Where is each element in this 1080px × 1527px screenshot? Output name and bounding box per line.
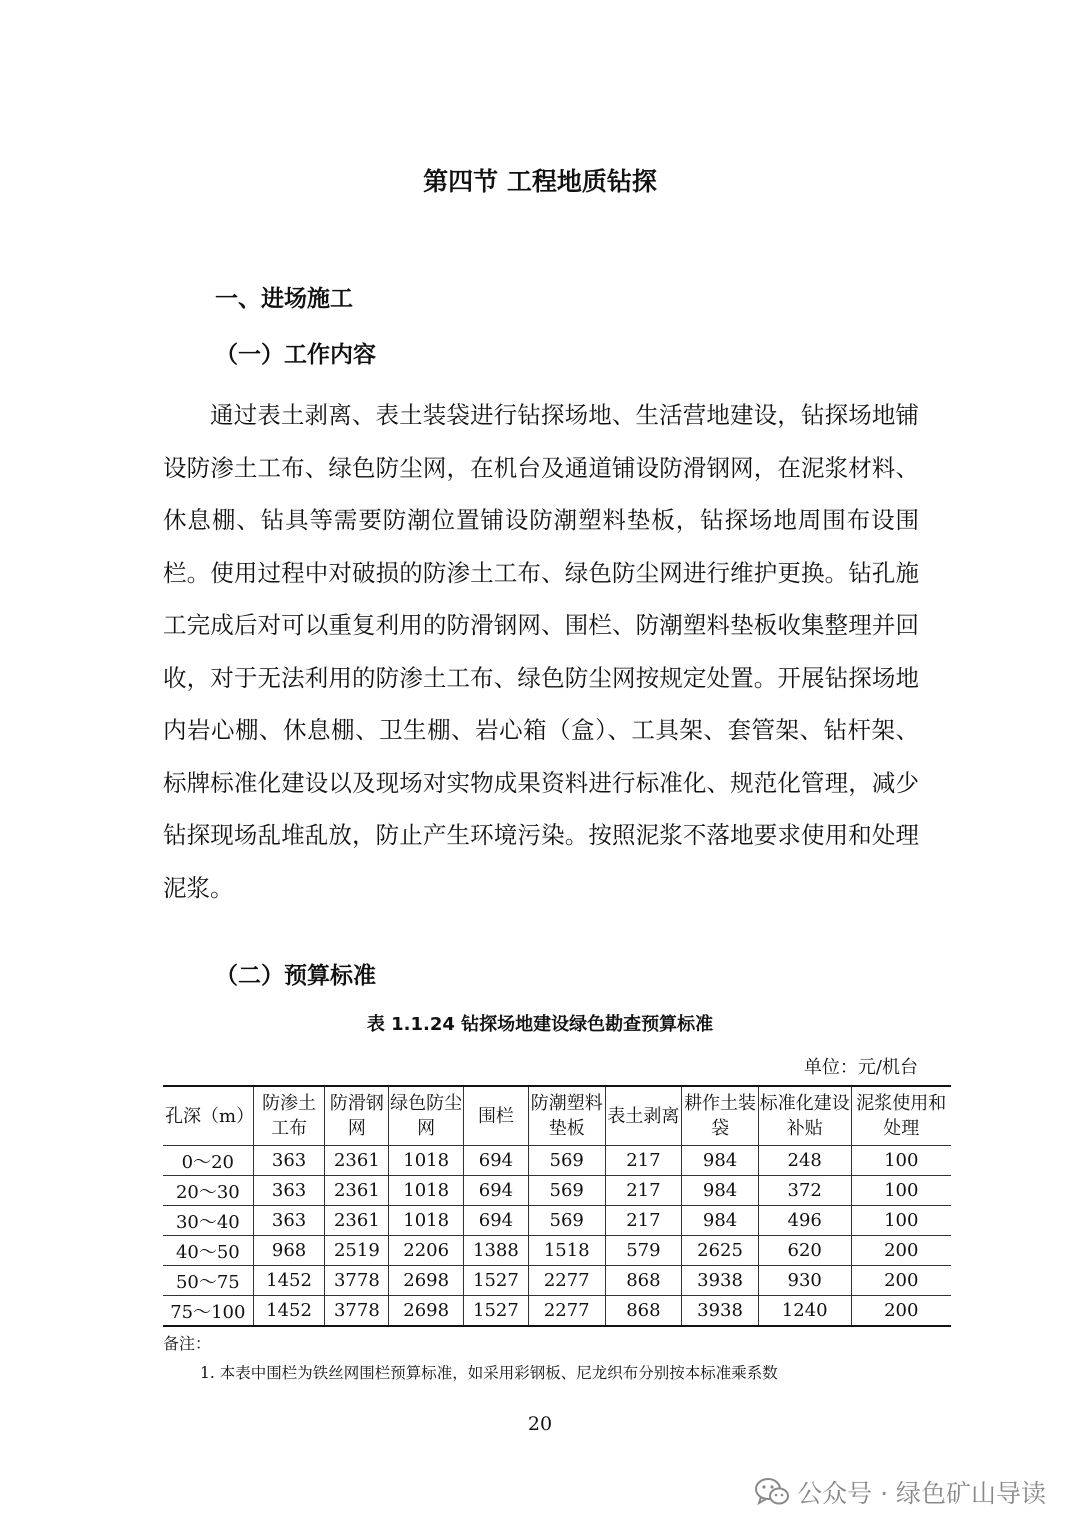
table-cell: 217 xyxy=(605,1176,682,1206)
table-cell: 984 xyxy=(682,1176,759,1206)
table-row xyxy=(163,1236,951,1266)
table-caption: 表 1.1.24 钻探场地建设绿色勘查预算标准 xyxy=(366,1014,714,1035)
table-cell: 1018 xyxy=(389,1176,464,1206)
table-header-row xyxy=(163,1086,951,1146)
table-row xyxy=(163,1266,951,1296)
table-cell: 3938 xyxy=(682,1296,759,1327)
table-cell: 2698 xyxy=(389,1266,464,1296)
table-cell: 569 xyxy=(528,1146,605,1176)
table-cell: 968 xyxy=(253,1236,325,1266)
table-cell: 3778 xyxy=(325,1296,389,1327)
header-mud-handling: 泥浆使用和处理 xyxy=(851,1086,951,1146)
table-row xyxy=(163,1146,951,1176)
table-cell: 2361 xyxy=(325,1206,389,1236)
table-cell: 569 xyxy=(528,1206,605,1236)
table-cell: 363 xyxy=(253,1206,325,1236)
table-cell: 2361 xyxy=(325,1176,389,1206)
table-cell: 1452 xyxy=(253,1266,325,1296)
body-paragraph: 通过表土剥离、表土装袋进行钻探场地、生活营地建设，钻探场地铺设防渗土工布、绿色防尘网，在机台及通道铺设防滑钢网，在泥浆材料、休息棚、钻具等需要防潮位置铺设防潮塑料垫板，钻探场地周围布设围栏。使用过程中对破损的防渗土工布、绿色防尘网进行维护更换。钻孔施工完成后对可以重复利用的防滑钢网、围栏、防潮塑料垫板收集整理并回收，对于无法利用的防渗土工布、绿色防尘网按规定处置。开展钻探场地内岩心棚、休息棚、卫生棚、岩心箱（盒）、工具架、套管架、钻杆架、标牌标准化建设以及现场对实物成果资料进行标准化、规范化管理，减少钻探现场乱堆乱放，防止产生环境污染。按照泥浆不落地要求使用和处理泥浆。 xyxy=(163,401,919,902)
table-unit: 单位：元/机台 xyxy=(803,1057,918,1078)
watermark-text: 公众号 · 绿色矿山导读 xyxy=(797,1479,1046,1508)
table-cell: 2277 xyxy=(528,1266,605,1296)
table-cell: 579 xyxy=(605,1236,682,1266)
table-cell: 1527 xyxy=(464,1296,529,1327)
header-geotextile: 防渗土工布 xyxy=(253,1086,325,1146)
table-cell: 200 xyxy=(851,1236,951,1266)
table-cell: 694 xyxy=(464,1206,529,1236)
table-cell: 200 xyxy=(851,1266,951,1296)
table-cell: 2206 xyxy=(389,1236,464,1266)
table-cell: 100 xyxy=(851,1206,951,1236)
table-cell: 3938 xyxy=(682,1266,759,1296)
table-cell: 620 xyxy=(758,1236,851,1266)
header-standardization-subsidy: 标准化建设补贴 xyxy=(758,1086,851,1146)
header-soil-bagging: 耕作土装袋 xyxy=(682,1086,759,1146)
page-number: 20 xyxy=(527,1413,553,1435)
table-cell: 496 xyxy=(758,1206,851,1236)
heading-entry-construction: 一、进场施工 xyxy=(215,286,353,312)
table-cell: 984 xyxy=(682,1206,759,1236)
wechat-icon xyxy=(755,1478,789,1506)
table-cell: 372 xyxy=(758,1176,851,1206)
table-cell: 2277 xyxy=(528,1296,605,1327)
notes-label: 备注： xyxy=(163,1334,212,1353)
table-cell: 1452 xyxy=(253,1296,325,1327)
table-cell: 694 xyxy=(464,1146,529,1176)
table-cell: 1018 xyxy=(389,1146,464,1176)
table-cell: 569 xyxy=(528,1176,605,1206)
table-cell: 1388 xyxy=(464,1236,529,1266)
row-hole-depth-cell: 0～20 xyxy=(163,1146,253,1176)
table-row xyxy=(163,1206,951,1236)
subheading-work-content: （一）工作内容 xyxy=(215,342,376,368)
header-topsoil-stripping: 表土剥离 xyxy=(605,1086,682,1146)
table-cell: 200 xyxy=(851,1296,951,1327)
table-cell: 1018 xyxy=(389,1206,464,1236)
table-cell: 1527 xyxy=(464,1266,529,1296)
table-cell: 217 xyxy=(605,1146,682,1176)
table-cell: 248 xyxy=(758,1146,851,1176)
table-cell: 3778 xyxy=(325,1266,389,1296)
table-cell: 2625 xyxy=(682,1236,759,1266)
header-moisture-board: 防潮塑料垫板 xyxy=(528,1086,605,1146)
table-cell: 1240 xyxy=(758,1296,851,1327)
table-row xyxy=(163,1176,951,1206)
row-hole-depth-cell: 40～50 xyxy=(163,1236,253,1266)
table-cell: 984 xyxy=(682,1146,759,1176)
table-cell: 2698 xyxy=(389,1296,464,1327)
budget-table xyxy=(163,1085,951,1327)
row-hole-depth-cell: 30～40 xyxy=(163,1206,253,1236)
table-cell: 930 xyxy=(758,1266,851,1296)
table-cell: 217 xyxy=(605,1206,682,1236)
header-anti-slip-mesh: 防滑钢网 xyxy=(325,1086,389,1146)
table-cell: 2519 xyxy=(325,1236,389,1266)
table-cell: 694 xyxy=(464,1176,529,1206)
section-title: 第四节 工程地质钻探 xyxy=(423,167,657,196)
row-hole-depth-cell: 50～75 xyxy=(163,1266,253,1296)
subheading-budget-standard: （二）预算标准 xyxy=(215,963,376,989)
table-cell: 2361 xyxy=(325,1146,389,1176)
row-hole-depth-cell: 20～30 xyxy=(163,1176,253,1206)
header-hole-depth: 孔深（m） xyxy=(163,1086,253,1146)
table-cell: 100 xyxy=(851,1146,951,1176)
table-cell: 363 xyxy=(253,1176,325,1206)
header-dust-net: 绿色防尘网 xyxy=(389,1086,464,1146)
table-cell: 868 xyxy=(605,1266,682,1296)
table-cell: 868 xyxy=(605,1296,682,1327)
row-hole-depth-cell: 75～100 xyxy=(163,1296,253,1327)
table-cell: 100 xyxy=(851,1176,951,1206)
note-1: 1. 本表中围栏为铁丝网围栏预算标准，如采用彩钢板、尼龙织布分别按本标准乘系数 xyxy=(200,1364,778,1382)
table-row xyxy=(163,1296,951,1327)
table-cell: 1518 xyxy=(528,1236,605,1266)
watermark xyxy=(755,1474,1046,1510)
table-cell: 363 xyxy=(253,1146,325,1176)
table-body xyxy=(163,1146,951,1327)
header-fence: 围栏 xyxy=(464,1086,529,1146)
